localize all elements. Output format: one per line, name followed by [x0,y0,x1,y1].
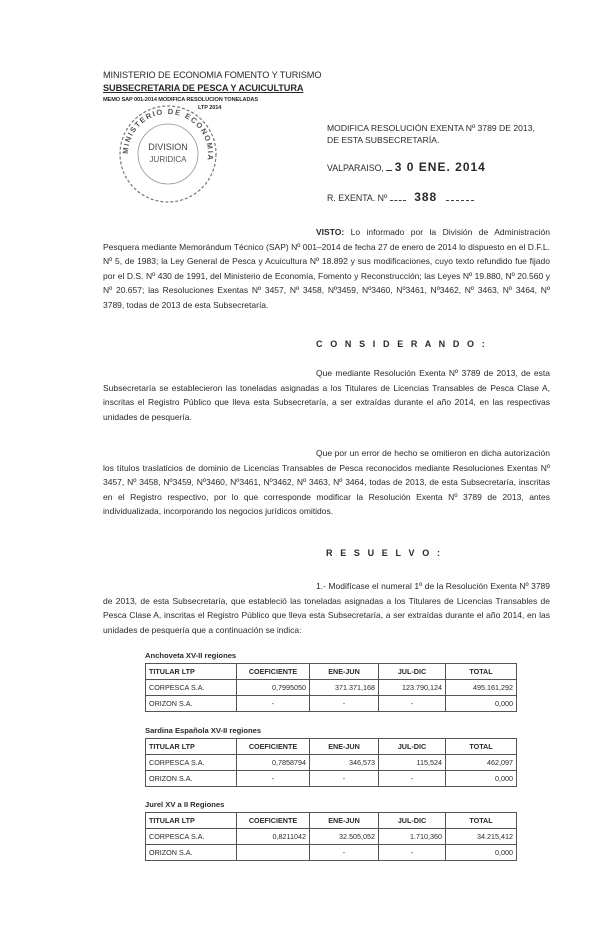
table-cell: - [237,696,310,712]
resolution-label: R. EXENTA. Nº [327,193,388,203]
table-cell: - [310,771,379,787]
ministry-name: MINISTERIO DE ECONOMIA FOMENTO Y TURISMO [103,70,322,80]
table-cell: 0,7995050 [237,680,310,696]
considerando-text-1: Que mediante Resolución Exenta Nº 3789 de 2013, de esta Subsecretaría se establecieron las toneladas asignadas a los Titulares de Licencias Transables de Pesca Clase A, inscritas el Registro Público que lleva esta Subsecretaría, a ser extraídas durante el año 2014, en las respectivas unidades de pesquería. [103,368,550,422]
column-header: TITULAR LTP [146,664,237,680]
table-jurel [145,812,517,861]
table-row [146,696,517,712]
table-cell: 0,7858794 [237,755,310,771]
column-header: ENE-JUN [310,664,379,680]
table-cell: 0,8211042 [237,829,310,845]
table-cell: CORPESCA S.A. [146,680,237,696]
table-cell: ORIZON S.A. [146,845,237,861]
table-cell: ORIZON S.A. [146,696,237,712]
considerando-heading: C O N S I D E R A N D O : [316,339,488,349]
column-header: TOTAL [446,664,517,680]
stamp-center-top: DIVISION [148,142,188,152]
table-cell: 462,097 [446,755,517,771]
table-cell: 0,000 [446,845,517,861]
reference-line-1: MODIFICA RESOLUCIÓN EXENTA Nº 3789 DE 2013, [327,123,535,133]
resuelvo-text-1: 1.- Modifícase el numeral 1º de la Resolución Exenta Nº 3789 de 2013, de esta Subsecretaría, que estableció las toneladas asignadas a los Titulares de Licencias Transables de Pesca Clase A, inscritas el Registro Público que lleva esta Subsecretaría, a ser extraídas durante el año 2014, en las unidades de pesquería que a continuación se indica: [103,581,550,635]
table-anchoveta [145,663,517,712]
visto-paragraph [103,225,550,313]
table-header-row [146,664,517,680]
resuelvo-paragraph-1 [103,579,550,637]
table-cell: - [310,696,379,712]
column-header: COEFICIENTE [237,813,310,829]
table-row [146,680,517,696]
table-cell: - [237,771,310,787]
table-cell: 115,524 [379,755,446,771]
column-header: JUL-DIC [379,664,446,680]
table-title-anchoveta: Anchoveta XV-II regiones [145,651,237,660]
resolution-number: 388 [414,190,438,204]
stamp-center-bottom: JURIDICA [149,155,187,164]
reference-block [327,122,587,146]
column-header: ENE-JUN [310,813,379,829]
resolution-number-line [327,190,587,204]
resuelvo-heading: R E S U E L V O : [326,548,443,558]
date-line [327,160,587,174]
column-header: TITULAR LTP [146,739,237,755]
table-cell: - [379,845,446,861]
table-row [146,829,517,845]
table-sardina [145,738,517,787]
considerando-paragraph-1 [103,366,550,424]
visto-heading: VISTO: [316,227,345,237]
table-cell: CORPESCA S.A. [146,755,237,771]
table-cell: 1.710,360 [379,829,446,845]
table-row [146,771,517,787]
table-header-row [146,813,517,829]
table-cell: ORIZON S.A. [146,771,237,787]
column-header: JUL-DIC [379,813,446,829]
table-cell: 34.215,412 [446,829,517,845]
memo-line-2: LTP 2014 [198,105,222,111]
table-cell: 32.505,052 [310,829,379,845]
stamp-ring-text: MINISTERIO DE ECONOMIA [120,106,216,162]
considerando-paragraph-2 [103,446,550,519]
date-value: 3 0 ENE. 2014 [394,160,486,174]
table-row [146,755,517,771]
column-header: COEFICIENTE [237,664,310,680]
column-header: TOTAL [446,739,517,755]
table-cell [237,845,310,861]
column-header: TOTAL [446,813,517,829]
table-cell: - [310,845,379,861]
table-title-sardina: Sardina Española XV-II regiones [145,726,262,735]
table-cell: 495.161,292 [446,680,517,696]
table-cell: 123.790,124 [379,680,446,696]
table-row [146,845,517,861]
table-cell: 346,573 [310,755,379,771]
visto-text: Lo informado por la División de Administración Pesquera mediante Memorándum Técnico (SAP) Nº 001–2014 de fecha 27 de enero de 2014 lo dispuesto en el D.F.L. Nº 5, de 1983; la Ley General de Pesca y Acuicultura Nº 18.892 y sus modificaciones, cuyo texto refundido fue fijado por el D.S. Nº 430 de 1991, del Ministerio de Economía, Fomento y Reconstrucción; las Leyes Nº 19.880, Nº 20.560 y Nº 20.657; las Resoluciones Exentas Nº 3457, Nº 3458, Nº3459, Nº3460, Nº3461, Nº3462, Nº 3463, Nº 3464, Nº 3789, todas de 2013 de esta Subsecretaría. [103,227,550,310]
table-cell: CORPESCA S.A. [146,829,237,845]
table-cell: 0,000 [446,771,517,787]
date-place: VALPARAISO, [327,163,384,173]
table-cell: - [379,771,446,787]
column-header: TITULAR LTP [146,813,237,829]
column-header: JUL-DIC [379,739,446,755]
table-cell: 0,000 [446,696,517,712]
subsecretaria-name: SUBSECRETARIA DE PESCA Y ACUICULTURA [103,83,304,93]
division-juridica-stamp [114,100,222,208]
column-header: COEFICIENTE [237,739,310,755]
memo-line-1: MEMO SAP 001-2014 MODIFICA RESOLUCION TONELADAS [103,97,258,103]
table-title-jurel: Jurel XV a II Regiones [145,800,225,809]
table-cell: - [379,696,446,712]
table-header-row [146,739,517,755]
considerando-text-2: Que por un error de hecho se omitieron en dicha autorización los títulos traslaticios de dominio de Licencias Transables de Pesca reconocidos mediante Resoluciones Exentas Nº 3457, Nº 3458, Nº3459, Nº3460, Nº3461, Nº3462, Nº 3463, Nº 3464, todas de 2013, de esta Subsecretaría, inscritas en el Registro respectivo, por lo que corresponde modificar la Resolución Exenta Nº 3789 de 2013, antes individualizada, incorporando los negocios jurídicos omitidos. [103,448,550,517]
column-header: ENE-JUN [310,739,379,755]
table-cell: 371.371,168 [310,680,379,696]
reference-line-2: DE ESTA SUBSECRETARÍA. [327,135,440,145]
